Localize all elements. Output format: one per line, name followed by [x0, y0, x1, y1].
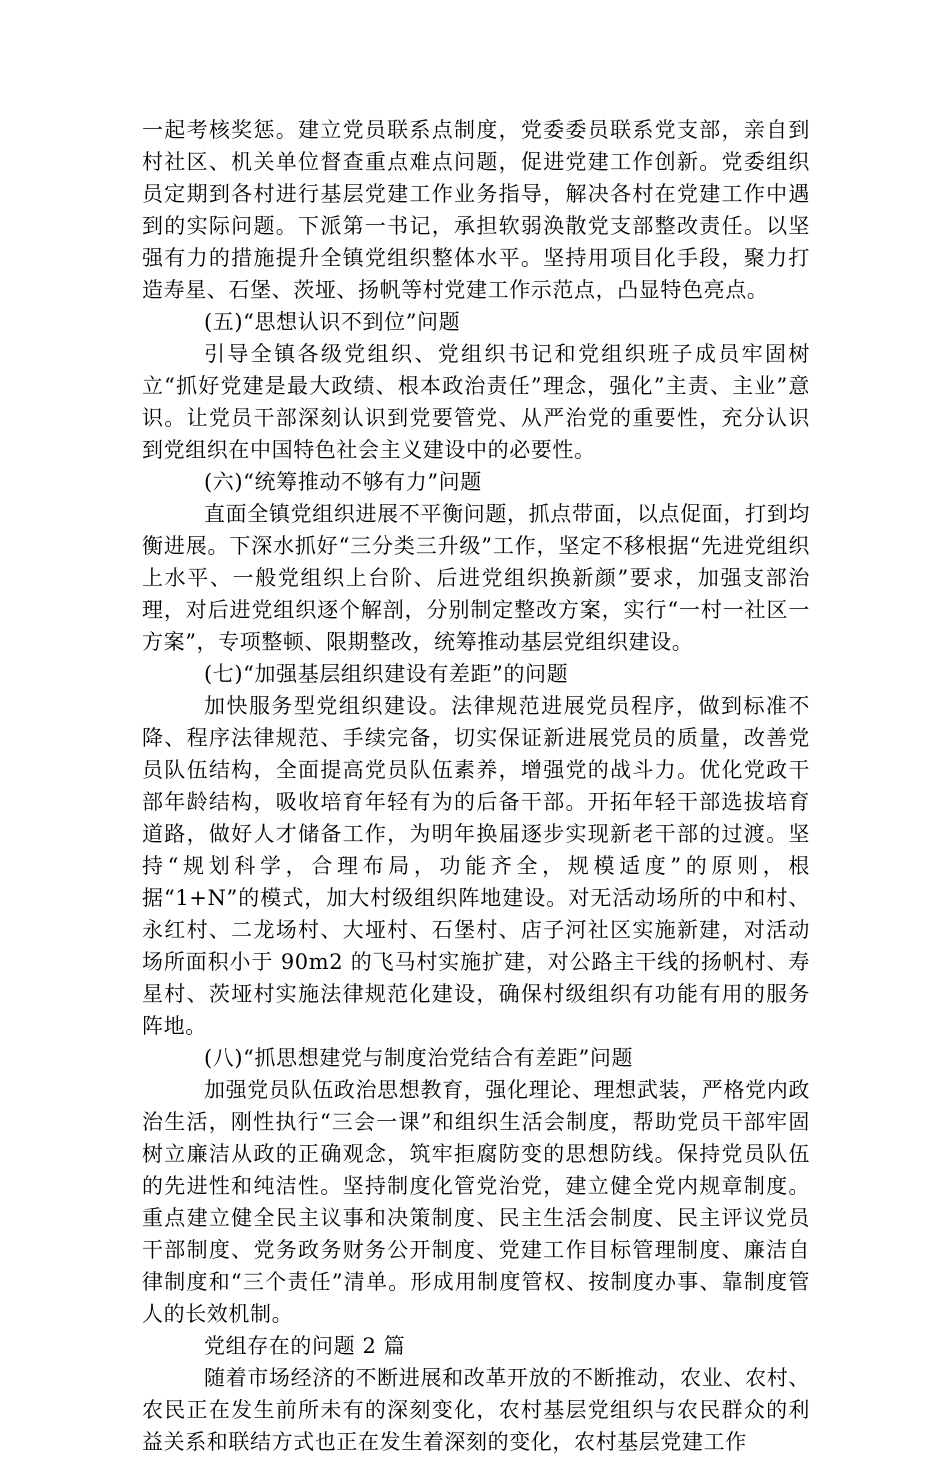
paragraph-section-6: 直面全镇党组织进展不平衡问题，抓点带面，以点促面，打到均衡进展。下深水抓好“三分类三升级”工作，坚定不移根据“先进党组织上水平、一般党组织上台阶、后进党组织换新颜”要求，加强支部治理，对后进党组织逐个解剖，分别制定整改方案，实行“一村一社区一方案”，专项整顿、限期整改，统筹推动基层党组织建设。 [142, 502, 810, 654]
paragraph-continuation: 一起考核奖惩。建立党员联系点制度，党委委员联系党支部，亲自到村社区、机关单位督查重点难点问题，促进党建工作创新。党委组织员定期到各村进行基层党建工作业务指导，解决各村在党建工作中遇到的实际问题。下派第一书记，承担软弱涣散党支部整改责任。以坚强有力的措施提升全镇党组织整体水平。坚持用项目化手段，聚力打造寿星、石堡、茨垭、扬帆等村党建工作示范点，凸显特色亮点。 [142, 118, 810, 302]
section-heading-7: (七)“加强基层组织建设有差距”的问题 [204, 662, 569, 686]
article-title-2: 党组存在的问题 2 篇 [204, 1334, 406, 1358]
section-heading-5: (五)“思想认识不到位”问题 [204, 310, 461, 334]
paragraph-section-7: 加快服务型党组织建设。法律规范进展党员程序，做到标准不降、程序法律规范、手续完备，切实保证新进展党员的质量，改善党员队伍结构，全面提高党员队伍素养，增强党的战斗力。优化党政干部年龄结构，吸收培育年轻有为的后备干部。开拓年轻干部选拔培育道路，做好人才储备工作，为明年换届逐步实现新老干部的过渡。坚持“规划科学，合理布局，功能齐全，规模适度”的原则，根据“1+N”的模式，加大村级组织阵地建设。对无活动场所的中和村、永红村、二龙场村、大垭村、石堡村、店子河社区实施新建，对活动场所面积小于 90m2 的飞马村实施扩建，对公路主干线的扬帆村、寿星村、茨垭村实施法律规范化建设，确保村级组织有功能有用的服务阵地。 [142, 694, 810, 1038]
document-body [142, 114, 810, 1458]
section-heading-8: (八)“抓思想建党与制度治党结合有差距”问题 [204, 1046, 634, 1070]
section-heading-6: (六)“统筹推动不够有力”问题 [204, 470, 482, 494]
paragraph-section-8: 加强党员队伍政治思想教育，强化理论、理想武装，严格党内政治生活，刚性执行“三会一课”和组织生活会制度，帮助党员干部牢固树立廉洁从政的正确观念，筑牢拒腐防变的思想防线。保持党员队伍的先进性和纯洁性。坚持制度化管党治党，建立健全党内规章制度。重点建立健全民主议事和决策制度、民主生活会制度、民主评议党员干部制度、党务政务财务公开制度、党建工作目标管理制度、廉洁自律制度和“三个责任”清单。形成用制度管权、按制度办事、靠制度管人的长效机制。 [142, 1078, 810, 1326]
paragraph-section-5: 引导全镇各级党组织、党组织书记和党组织班子成员牢固树立“抓好党建是最大政绩、根本政治责任”理念，强化”主责、主业”意识。让党员干部深刻认识到党要管党、从严治党的重要性，充分认识到党组织在中国特色社会主义建设中的必要性。 [142, 342, 810, 462]
paragraph-article-2-intro: 随着市场经济的不断进展和改革开放的不断推动，农业、农村、农民正在发生前所未有的深刻变化，农村基层党组织与农民群众的利益关系和联结方式也正在发生着深刻的变化，农村基层党建工作 [142, 1366, 810, 1454]
